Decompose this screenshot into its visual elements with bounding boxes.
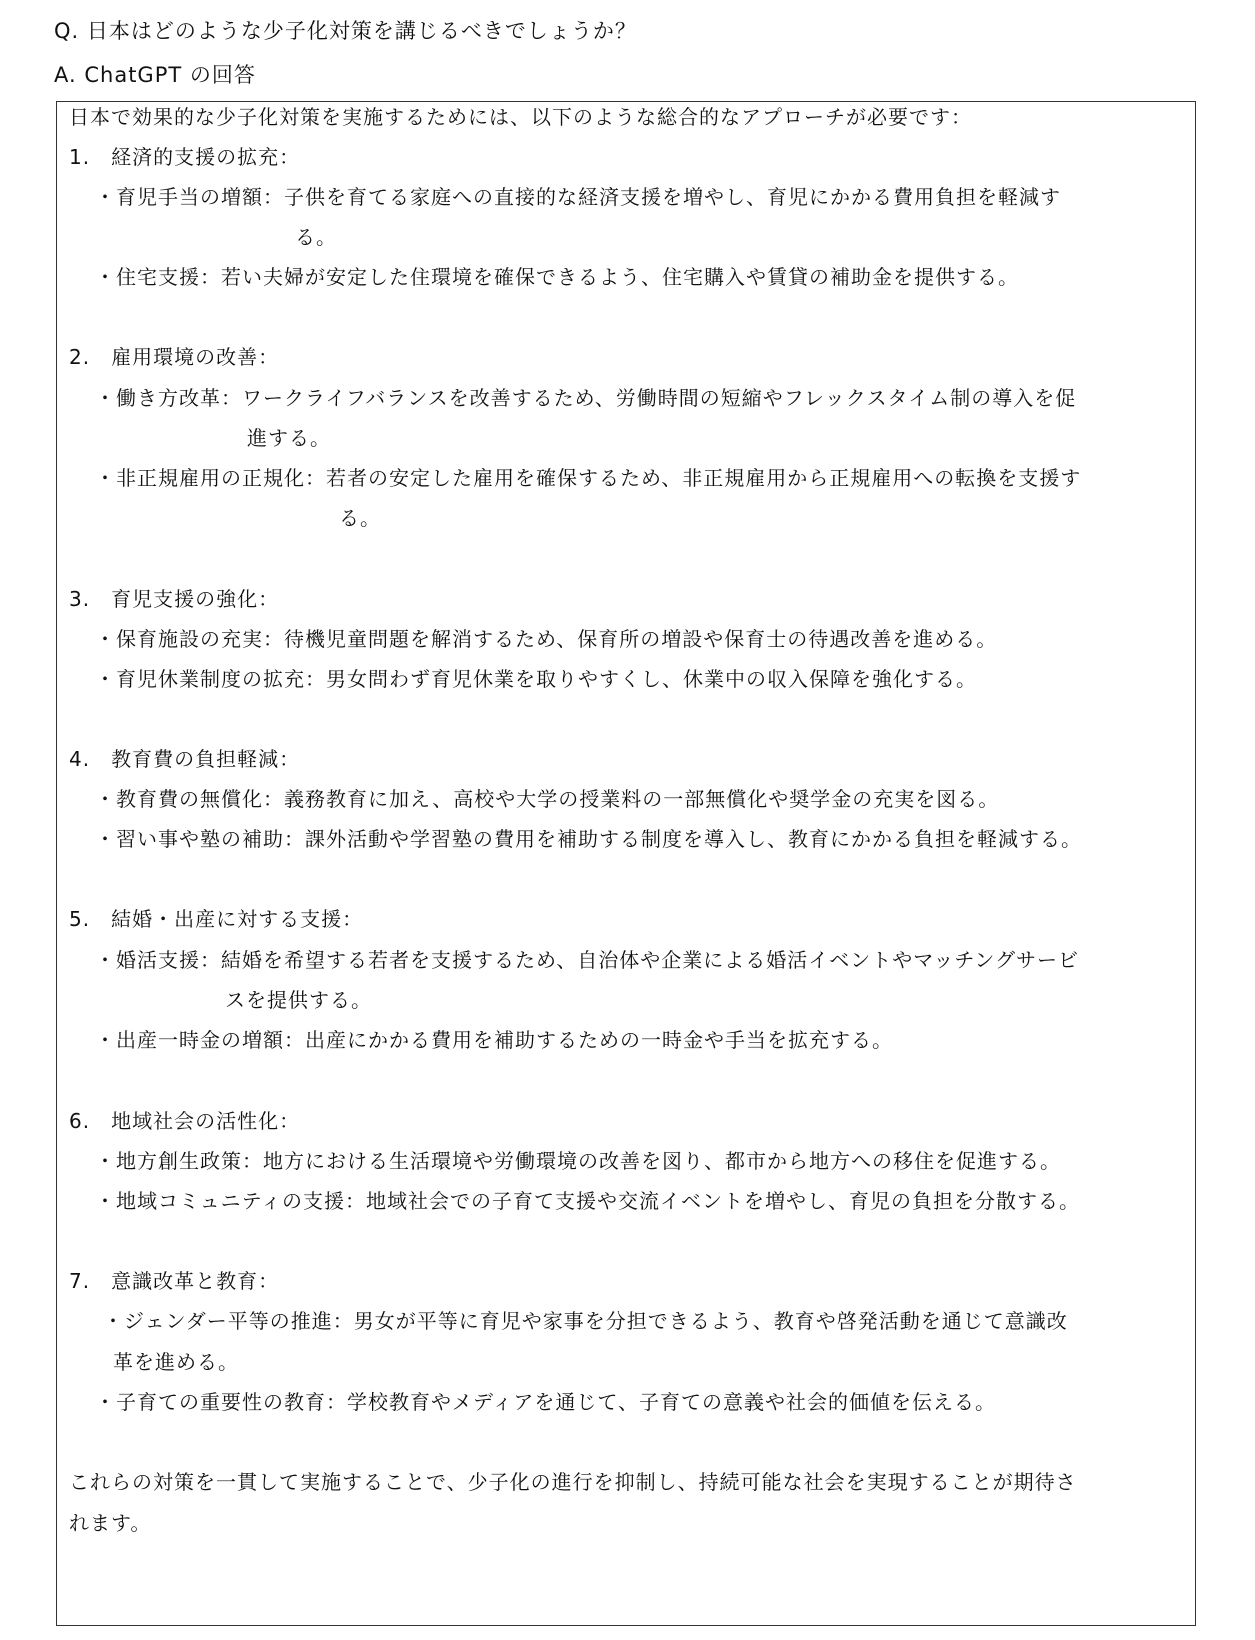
answer-box: [56, 101, 1196, 1626]
item-7-2: ・子育ての重要性の教育：学校教育やメディアを通じて、子育ての意義や社会的価値を伝える。: [95, 1390, 996, 1414]
item-7-1-cont: 革を進める。: [113, 1350, 239, 1374]
item-5-1-cont: スを提供する。: [225, 988, 372, 1012]
intro-text: 日本で効果的な少子化対策を実施するためには、以下のような総合的なアプローチが必要です：: [69, 105, 972, 129]
item-2-2-cont: る。: [339, 506, 381, 530]
item-1-1: ・育児手当の増額：子供を育てる家庭への直接的な経済支援を増やし、育児にかかる費用負担を軽減す: [95, 185, 1061, 209]
section-heading-5: 5. 結婚・出産に対する支援：: [69, 907, 364, 931]
section-heading-2: 2. 雇用環境の改善：: [69, 345, 280, 369]
item-6-1: ・地方創生政策：地方における生活環境や労働環境の改善を図り、都市から地方への移住を促進する。: [95, 1149, 1061, 1173]
item-2-1: ・働き方改革：ワークライフバランスを改善するため、労働時間の短縮やフレックスタイム制の導入を促: [95, 386, 1077, 410]
section-heading-4: 4. 教育費の負担軽減：: [69, 747, 301, 771]
section-heading-7: 7. 意識改革と教育：: [69, 1269, 280, 1293]
item-1-2: ・住宅支援：若い夫婦が安定した住環境を確保できるよう、住宅購入や賃貸の補助金を提供する。: [95, 265, 1019, 289]
item-4-1: ・教育費の無償化：義務教育に加え、高校や大学の授業料の一部無償化や奨学金の充実を図る。: [95, 787, 1000, 811]
item-7-1: ・ジェンダー平等の推進：男女が平等に育児や家事を分担できるよう、教育や啓発活動を通じて意識改: [103, 1309, 1068, 1333]
item-6-2: ・地域コミュニティの支援：地域社会での子育て支援や交流イベントを増やし、育児の負担を分散する。: [95, 1189, 1080, 1213]
item-1-1-cont: る。: [295, 225, 337, 249]
item-3-1: ・保育施設の充実：待機児童問題を解消するため、保育所の増設や保育士の待遇改善を進める。: [95, 627, 998, 651]
conclusion-text: これらの対策を一貫して実施することで、少子化の進行を抑制し、持続可能な社会を実現することが期待さ: [69, 1470, 1077, 1494]
item-5-1: ・婚活支援：結婚を希望する若者を支援するため、自治体や企業による婚活イベントやマッチングサービ: [95, 948, 1079, 972]
item-4-2: ・習い事や塾の補助：課外活動や学習塾の費用を補助する制度を導入し、教育にかかる負担を軽減する。: [95, 827, 1082, 851]
question-text: Q. 日本はどのような少子化対策を講じるべきでしょうか？: [54, 19, 637, 43]
section-heading-6: 6. 地域社会の活性化：: [69, 1109, 301, 1133]
item-2-1-cont: 進する。: [247, 426, 331, 450]
conclusion-text-cont: れます。: [69, 1511, 152, 1535]
item-2-2: ・非正規雇用の正規化：若者の安定した雇用を確保するため、非正規雇用から正規雇用への転換を支援す: [95, 466, 1082, 490]
item-5-2: ・出産一時金の増額：出産にかかる費用を補助するための一時金や手当を拡充する。: [95, 1028, 893, 1052]
section-heading-1: 1. 経済的支援の拡充：: [69, 145, 301, 169]
answer-label: A. ChatGPT の回答: [54, 63, 256, 87]
item-3-2: ・育児休業制度の拡充：男女問わず育児休業を取りやすくし、休業中の収入保障を強化する。: [95, 667, 977, 691]
section-heading-3: 3. 育児支援の強化：: [69, 587, 280, 611]
